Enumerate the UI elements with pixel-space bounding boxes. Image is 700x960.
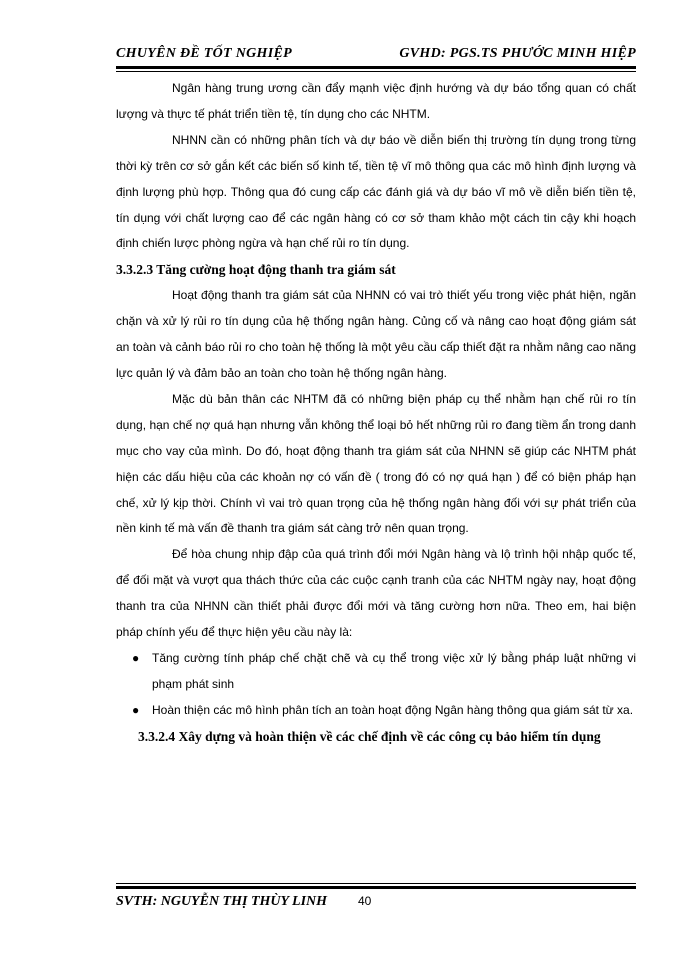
section-heading-3-3-2-4: 3.3.2.4 Xây dựng và hoàn thiện về các chế định về các công cụ bảo hiểm tín dụng — [138, 728, 601, 744]
footer-rule-thick — [116, 886, 636, 889]
paragraph-5: Để hòa chung nhịp đập của quá trình đổi mới Ngân hàng và lộ trình hội nhập quốc tế, để đối mặt và vượt qua thách thức của các cuộc cạnh tranh của các NHTM ngày nay, hoạt động thanh tra của NHNN cần thiết phải được đổi mới và tăng cường hơn nữa. Theo em, hai biện pháp chính yếu để thực hiện yêu cầu này là: — [116, 547, 636, 640]
footer-rule-thin — [116, 883, 636, 884]
list-item-text: Tăng cường tính pháp chế chặt chẽ và cụ thể trong việc xử lý bằng pháp luật những vi phạm phát sinh — [152, 650, 636, 691]
bullet-icon: ● — [132, 702, 140, 717]
header-advisor: GVHD: PGS.TS PHƯỚC MINH HIỆP — [399, 46, 636, 61]
page-header — [116, 46, 636, 68]
list-item — [132, 698, 636, 724]
document-body — [116, 76, 636, 750]
bullet-icon: ● — [132, 650, 140, 665]
header-rule-thick — [116, 66, 636, 69]
paragraph-3: Hoạt động thanh tra giám sát của NHNN có vai trò thiết yếu trong việc phát hiện, ngăn chặn và xử lý rủi ro tín dụng của hệ thống ngân hàng. Củng cố và nâng cao hoạt động giám sát an toàn và cảnh báo rủi ro cho toàn hệ thống là một yêu cầu cấp thiết đặt ra nhằm nâng cao năng lực quản lý và đảm bảo an toàn cho toàn hệ thống ngân hàng. — [116, 288, 636, 380]
list-item — [132, 646, 636, 698]
bullet-list — [116, 646, 636, 724]
section-heading-3-3-2-3: 3.3.2.3 Tăng cường hoạt động thanh tra giám sát — [116, 262, 396, 278]
paragraph-4: Mặc dù bản thân các NHTM đã có những biện pháp cụ thể nhằm hạn chế rủi ro tín dụng, hạn chế nợ quá hạn nhưng vẫn không thể loại bỏ hết những rủi ro đang tiềm ẩn trong danh mục cho vay của mình. Do đó, hoạt động thanh tra giám sát của NHNN sẽ giúp các NHTM phát hiện các dấu hiệu của các khoản nợ có vấn đề ( trong đó có nợ quá hạn ) để có biện pháp hạn chế, xử lý kịp thời. Chính vì vai trò quan trọng của hệ thống ngân hàng đối với sự phát triển của nền kinh tế mà vấn đề thanh tra giám sát càng trở nên quan trọng. — [116, 391, 636, 536]
paragraph-2: NHNN cần có những phân tích và dự báo về diễn biến thị trường tín dụng trong từng thời kỳ trên cơ sở gắn kết các biến số kinh tế, tiền tệ vĩ mô thông qua các mô hình định lượng và định lượng phù hợp. Thông qua đó cung cấp các đánh giá và dự báo vĩ mô về diễn biến tiền tệ, tín dụng với chất lượng cao để các ngân hàng có cơ sở tham khảo một cách tin cậy khi hoạch định chiến lược phòng ngừa và hạn chế rủi ro tín dụng. — [116, 132, 636, 251]
paragraph-1: Ngân hàng trung ương cần đẩy mạnh việc định hướng và dự báo tổng quan có chất lượng và thực tế phát triển tiền tệ, tín dụng cho các NHTM. — [116, 81, 636, 121]
page-footer — [116, 894, 636, 914]
footer-author: SVTH: NGUYỄN THỊ THÙY LINH — [116, 894, 328, 909]
list-item-text: Hoàn thiện các mô hình phân tích an toàn hoạt động Ngân hàng thông qua giám sát từ xa. — [152, 702, 634, 717]
page-number: 40 — [358, 894, 372, 908]
header-rule-thin — [116, 71, 636, 72]
header-title: CHUYÊN ĐỀ TỐT NGHIỆP — [116, 46, 292, 61]
